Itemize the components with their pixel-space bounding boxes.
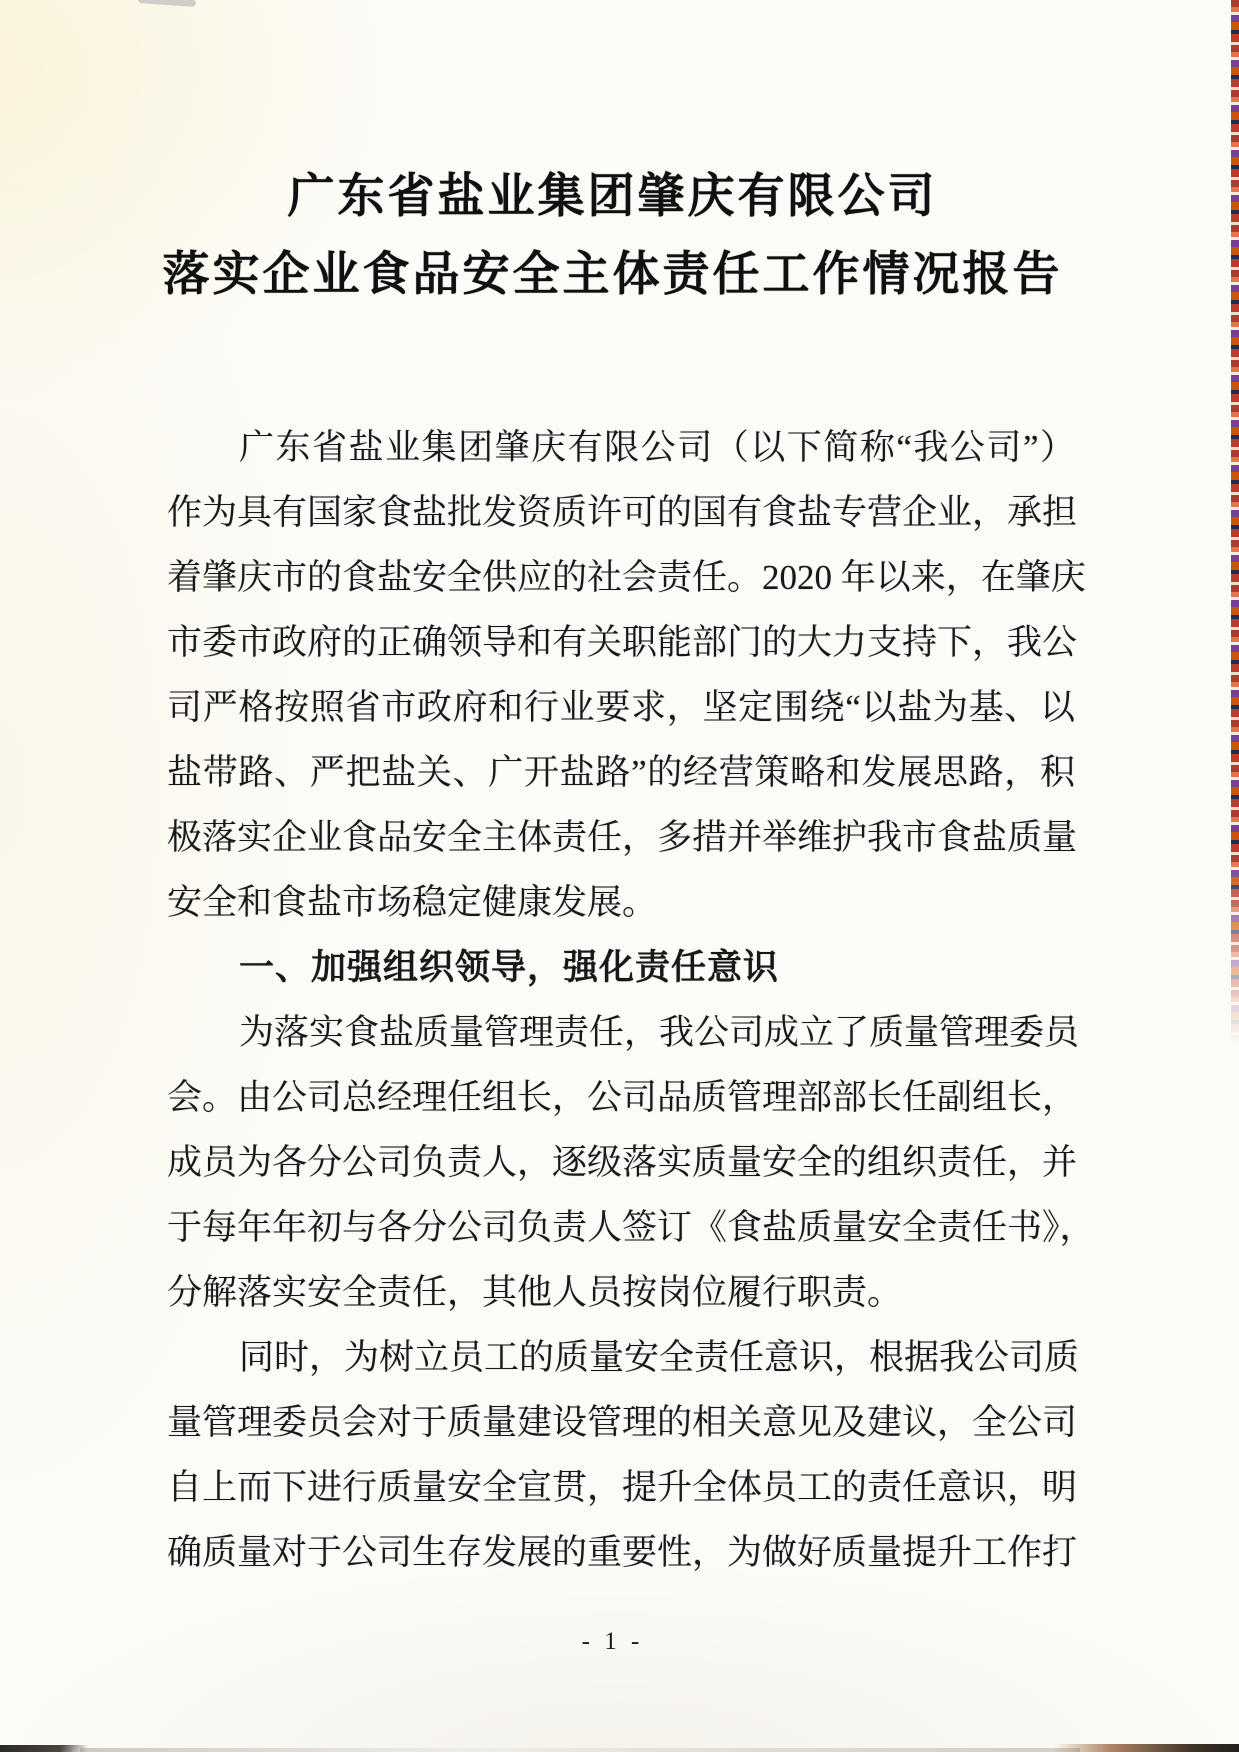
- body-line: 安全和食盐市场稳定健康发展。: [167, 883, 658, 922]
- body-line: 成员为各分公司负责人，逐级落实质量安全的组织责任，并: [167, 1143, 1078, 1182]
- body-line: 同时，为树立员工的质量安全责任意识，根据我公司质: [239, 1338, 1080, 1377]
- body-line: 极落实企业食品安全主体责任，多措并举维护我市食盐质量: [167, 818, 1078, 857]
- scan-color-edge-artifact: [1231, 0, 1239, 1045]
- page-number: - 1 -: [581, 1628, 644, 1655]
- body-line: 作为具有国家食盐批发资质许可的国有食盐专营企业，承担: [167, 493, 1078, 532]
- body-line: 会。由公司总经理任组长，公司品质管理部部长任副组长，: [167, 1078, 1078, 1117]
- body-line: 自上而下进行质量安全宣贯，提升全体员工的责任意识，明: [167, 1468, 1078, 1507]
- document-body: [167, 415, 1095, 1585]
- scan-bottom-shade-artifact: [80, 1748, 1080, 1752]
- body-line: 量管理委员会对于质量建设管理的相关意见及建议，全公司: [167, 1403, 1078, 1442]
- scan-bottom-right-artifact: [1054, 1744, 1239, 1752]
- body-line: 广东省盐业集团肇庆有限公司（以下简称“我公司”）: [239, 428, 1075, 467]
- body-line: 确质量对于公司生存发展的重要性，为做好质量提升工作打: [167, 1533, 1078, 1572]
- body-line: 盐带路、严把盐关、广开盐路”的经营策略和发展思路，积: [167, 753, 1075, 792]
- body-line: 于每年年初与各分公司负责人签订《食盐质量安全责任书》，: [167, 1208, 1095, 1247]
- scan-smudge-artifact: [138, 0, 196, 7]
- document-title-line-2: 落实企业食品安全主体责任工作情况报告: [162, 249, 1063, 301]
- body-line: 市委市政府的正确领导和有关职能部门的大力支持下，我公: [167, 623, 1078, 662]
- document-title: [0, 158, 1225, 314]
- scan-bottom-left-artifact: [0, 1745, 89, 1752]
- body-line: 为落实食盐质量管理责任，我公司成立了质量管理委员: [239, 1013, 1080, 1052]
- body-line: 着肇庆市的食盐安全供应的社会责任。2020 年以来，在肇庆: [167, 558, 1086, 597]
- document-title-line-1: 广东省盐业集团肇庆有限公司: [287, 171, 938, 223]
- section-heading: 一、加强组织领导，强化责任意识: [239, 948, 780, 987]
- body-line: 司严格按照省市政府和行业要求，坚定围绕“以盐为基、以: [167, 688, 1075, 727]
- body-line: 分解落实安全责任，其他人员按岗位履行职责。: [167, 1273, 903, 1312]
